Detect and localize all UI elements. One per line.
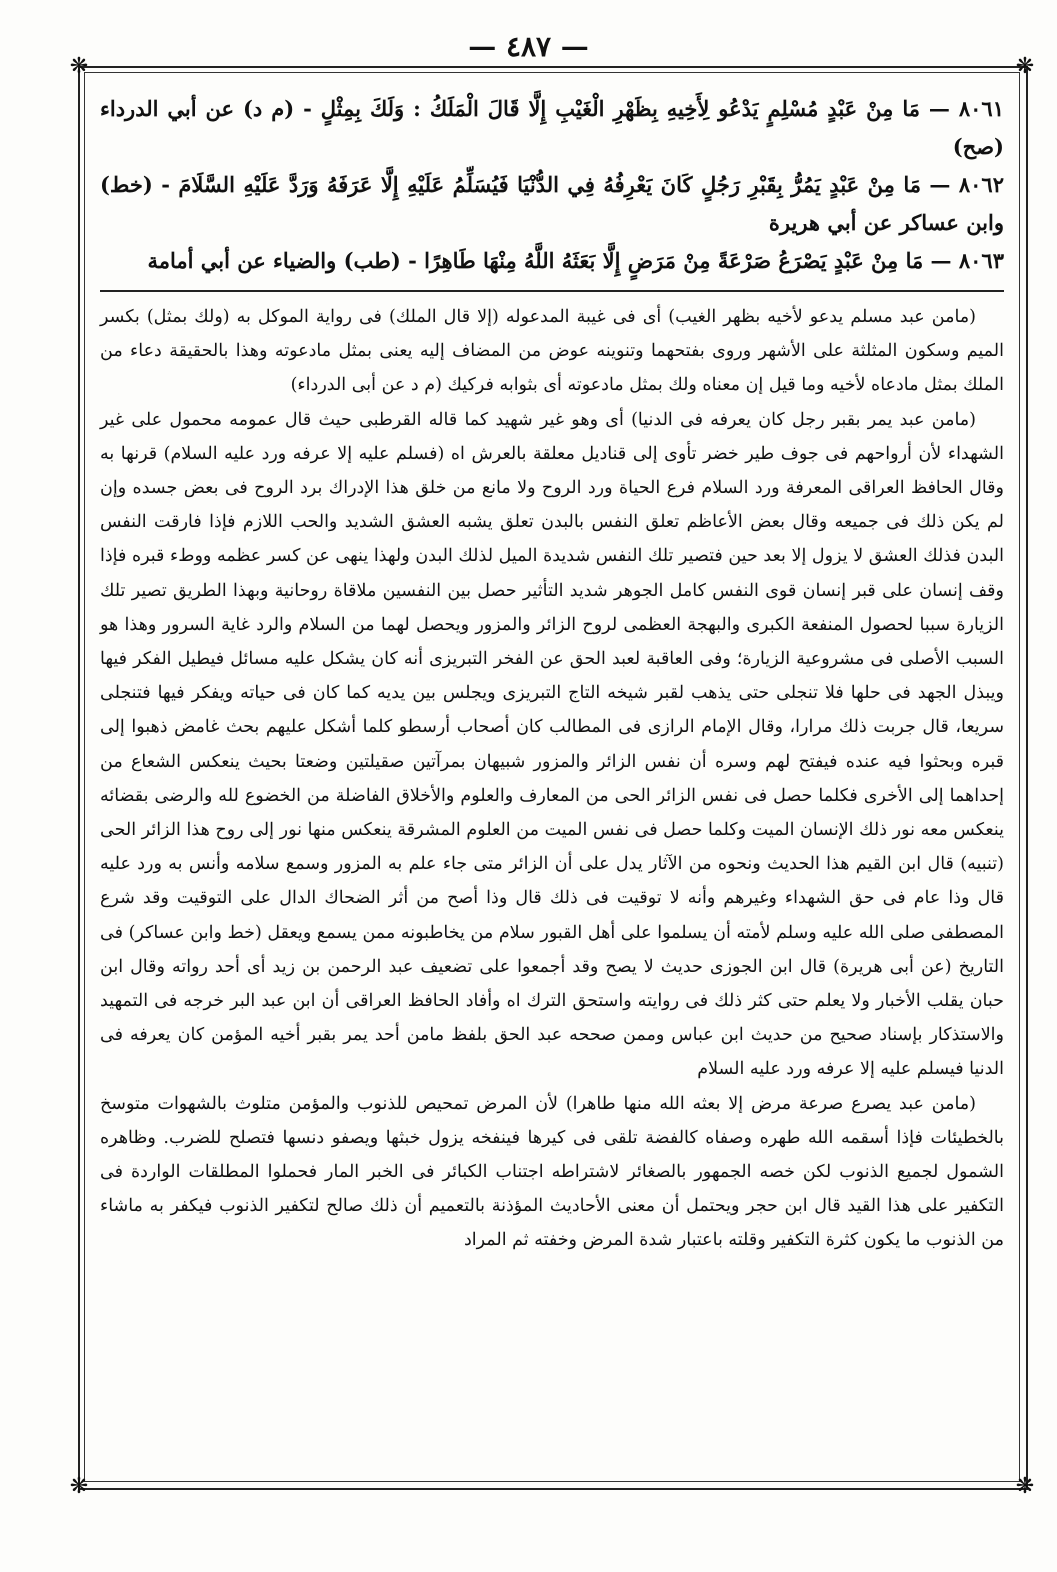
commentary-paragraph: (مامن عبد يصرع صرعة مرض إلا بعثه الله منها طاهرا) لأن المرض تمحيص للذنوب والمؤمن متلوث بالشهوات متوسخ بالخطيئات فإذا أسقمه الله طهره وصفاه كالفضة تلقى فى كيرها فينفخه يزول خبثها ويصفو دنسها فتصلح للضرب. وظاهره الشمول لجميع الذنوب لكن خصه الجمهور بالصغائر لاشتراطه اجتناب الكبائر فى الخبر المار فحملوا المطلقات الواردة فى التكفير على هذا القيد قال ابن حجر ويحتمل أن معنى الأحاديث المؤذنة بالتعميم أن ذلك صالح لتكفير الذنوب فيكفر به ماشاء من الذنوب ما يكون كثرة التكفير وقلته باعتبار شدة المرض وخفته ثم المراد [100, 1093, 1004, 1251]
corner-ornament-icon: ❋ [69, 1474, 89, 1499]
hadith-text: مَا مِنْ عَبْدٍ مُسْلِمٍ يَدْعُو لِأَخِيهِ بِظَهْرِ الْغَيْبِ إِلَّا قَالَ الْمَلَكُ : وَلَكَ بِمِثْلٍ - (م د) عن أبي الدرداء (صح) [100, 96, 1004, 159]
page-number: — ٤٨٧ — [468, 30, 589, 63]
corner-ornament-icon: ❋ [69, 54, 89, 79]
corner-ornament-icon: ❋ [1015, 1474, 1035, 1499]
hadith-text: مَا مِنْ عَبْدٍ يَمُرُّ بِقَبْرِ رَجُلٍ كَانَ يَعْرِفُهُ فِي الدُّنْيَا فَيُسَلِّمُ عَلَيْهِ إِلَّا عَرَفَهُ وَرَدَّ عَلَيْهِ السَّلَامَ - (خط) وابن عساكر عن أبي هريرة [100, 172, 1004, 235]
commentary-paragraph: (مامن عبد يمر بقبر رجل كان يعرفه فى الدنيا) أى وهو غير شهيد كما قاله القرطبى حيث قال عمومه محمول على غير الشهداء لأن أرواحهم فى جوف طير خضر تأوى إلى قناديل معلقة بالعرش اه (فسلم عليه إلا عرفه ورد عليه السلام) قرنها به وقال الحافظ العراقى المعرفة ورد السلام فرع الحياة ورد الروح ولا مانع من خلق هذا الإدراك برد الروح فى بعض جسده وإن لم يكن ذلك فى جميعه وقال بعض الأعاظم تعلق النفس بالبدن تعلق يشبه العشق الشديد والحب اللازم فإذا فارقت النفس البدن فذلك العشق لا يزول إلا بعد حين فتصير تلك النفس شديدة الميل لذلك البدن ولهذا ينهى عن كسر عظمه ووطء قبره فإذا وقف إنسان على قبر إنسان قوى النفس كامل الجوهر شديد التأثير حصل بين النفسين ملاقاة روحانية وبهذا الطريق تصير تلك الزيارة سببا لحصول المنفعة الكبرى والبهجة العظمى لروح الزائر والمزور ويحصل لهما من السلام والرد غاية السرور وهذا هو السبب الأصلى فى مشروعية الزيارة؛ وفى العاقبة لعبد الحق عن الفخر التبريزى أنه كان يشكل عليه مسائل فيطيل الفكر فيها ويبذل الجهد فى حلها فلا تنجلى حتى يذهب لقبر شيخه التاج التبريزى ويجلس بين يديه كما كان فى حياته ويفكر فيها فتنجلى سريعا، قال جربت ذلك مرارا، وقال الإمام الرازى فى المطالب كان أصحاب أرسطو كلما أشكل عليهم بحث غامض ذهبوا إلى قبره وبحثوا فيه عنده فيفتح لهم وسره أن نفس الزائر والمزور شبيهان بمرآتين صقيلتين وضعتا بحيث ينعكس الشعاع من إحداهما إلى الأخرى فكلما حصل فى نفس الزائر الحى من المعارف والعلوم والأخلاق الفاضلة من الخضوع لله والرضى بقضائه ينعكس معه نور ذلك الإنسان الميت وكلما حصل فى نفس الميت من العلوم المشرقة ينعكس منها نور إلى روح هذا الزائر الحى (تنبيه) قال ابن القيم هذا الحديث ونحوه من الآثار يدل على أن الزائر متى جاء علم به المزور وسمع سلامه وأنس به ورد عليه قال وذا عام فى حق الشهداء وغيرهم وأنه لا توقيت فى ذلك قال وذا أصح من أثر الضحاك الدال على التوقيت وقد شرع المصطفى صلى الله عليه وسلم لأمته أن يسلموا على أهل القبور سلام من يخاطبونه ممن يسمع ويعقل (خط وابن عساكر) فى التاريخ (عن أبى هريرة) قال ابن الجوزى حديث لا يصح وقد أجمعوا على تضعيف عبد الرحمن بن زيد أى أحد رواته وقال ابن حبان يقلب الأخبار ولا يعلم حتى كثر ذلك فى روايته واستحق الترك اه وأفاد الحافظ العراقى أن ابن عبد البر خرجه فى التمهيد والاستذكار بإسناد صحيح من حديث ابن عباس وممن صححه عبد الحق بلفظ مامن أحد يمر بقبر أخيه المؤمن كان يعرفه فى الدنيا فيسلم عليه إلا عرفه ورد عليه السلام [100, 409, 1004, 1080]
commentary [100, 300, 1004, 1258]
hadith-entry [100, 166, 1004, 242]
page-content [100, 90, 1004, 1258]
hadith-list [100, 90, 1004, 280]
section-divider [100, 290, 1004, 292]
hadith-number: ٨٠٦١ — [919, 96, 1004, 121]
corner-ornament-icon: ❋ [1015, 54, 1035, 79]
commentary-paragraph: (مامن عبد مسلم يدعو لأخيه بظهر الغيب) أى فى غيبة المدعوله (إلا قال الملك) فى رواية الموكل به (ولك بمثل) بكسر الميم وسكون المثلثة على الأشهر وروى بفتحهما وتنوينه عوض من المضاف إليه يعنى بمثل مادعوته وهذا بالحقيقة دعاء من الملك بمثل مادعاه لأخيه وما قيل إن معناه ولك بمثل مادعوته أى بثوابه فركيك (م د عن أبى الدرداء) [100, 307, 1004, 396]
hadith-number: ٨٠٦٢ — [920, 172, 1004, 197]
hadith-entry [100, 90, 1004, 166]
hadith-entry [100, 242, 1004, 280]
hadith-number: ٨٠٦٣ — [923, 248, 1004, 273]
hadith-text: مَا مِنْ عَبْدٍ يَصْرَعُ صَرْعَةً مِنْ مَرَضٍ إِلَّا بَعَثَهُ اللَّهُ مِنْهَا طَاهِرًا - (طب) والضياء عن أبي أمامة [147, 248, 924, 273]
